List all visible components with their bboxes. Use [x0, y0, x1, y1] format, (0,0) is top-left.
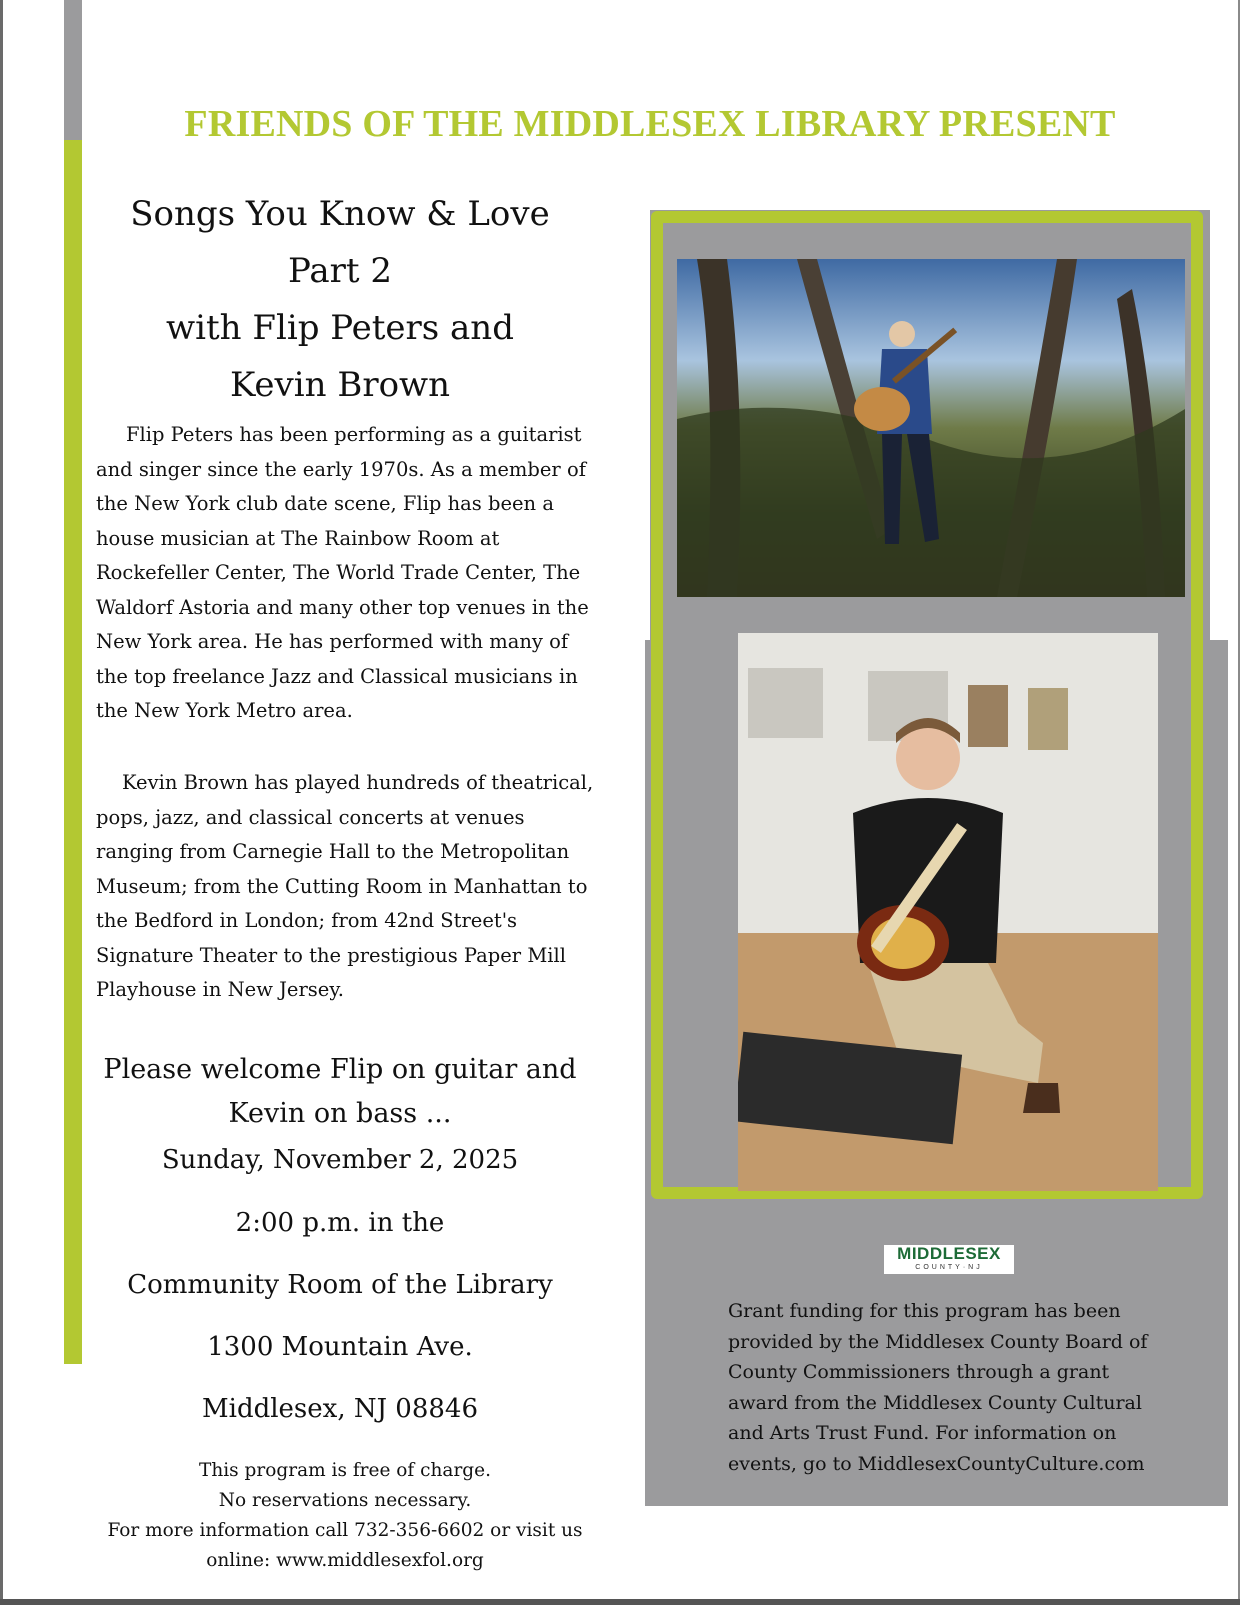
bio-kevin-text: Kevin Brown has played hundreds of theatrical, pops, jazz, and classical concerts at venues ranging from Carnegie Hall to the Metropolitan Museum; from the Cutting Room in Manhattan to the Bedford in London; from 42nd Street's Signature Theater to the prestigious Paper Mill Playhouse in New Jersey.	[96, 771, 594, 1001]
photo-kevin-brown-illustration	[738, 633, 1158, 1191]
event-time: 2:00 p.m. in the	[235, 1208, 445, 1238]
event-date: Sunday, November 2, 2025	[161, 1145, 519, 1175]
middlesex-county-logo	[884, 1245, 1014, 1274]
note-reservations: No reservations necessary.	[218, 1490, 472, 1511]
photo-flip-peters	[677, 259, 1185, 597]
bio-kevin-brown	[96, 766, 596, 1008]
note-info-line2: online: www.middlesexfol.org	[206, 1550, 484, 1571]
program-notes	[100, 1456, 590, 1576]
event-title-line: Part 2	[288, 251, 392, 291]
event-title-line: with Flip Peters and	[166, 308, 514, 348]
event-title	[120, 186, 560, 414]
logo-subtext: COUNTY·NJ	[915, 1264, 983, 1271]
decorative-bar-green	[64, 140, 82, 1364]
event-address: 1300 Mountain Ave.	[207, 1332, 473, 1362]
bio-flip-text: Flip Peters has been performing as a guitarist and singer since the early 1970s. As a member of the New York club date scene, Flip has been a house musician at The Rainbow Room at Rockefeller Center, The World Trade Center, The Waldorf Astoria and many other top venues in the New York area. He has performed with many of the top freelance Jazz and Classical musicians in the New York Metro area.	[96, 423, 589, 722]
welcome-text: Please welcome Flip on guitar and Kevin on bass ...	[103, 1054, 577, 1129]
event-title-line: Kevin Brown	[229, 365, 451, 405]
event-room: Community Room of the Library	[127, 1270, 553, 1300]
decorative-bar-gray	[64, 0, 82, 140]
bio-flip-peters	[96, 418, 596, 729]
logo-text: MIDDLESEX	[897, 1244, 1001, 1263]
event-city: Middlesex, NJ 08846	[202, 1394, 478, 1424]
page-border-bottom	[0, 1599, 1240, 1605]
page-border-left	[0, 0, 3, 1605]
photo-flip-peters-illustration	[677, 259, 1185, 597]
note-free: This program is free of charge.	[199, 1460, 491, 1481]
photo-kevin-brown	[738, 633, 1158, 1191]
flyer-headline: FRIENDS OF THE MIDDLESEX LIBRARY PRESENT	[184, 103, 1116, 145]
grant-funding-text: Grant funding for this program has been provided by the Middlesex County Board of County Commissioners through a grant award from the Middlesex County Cultural and Arts Trust Fund. For information on events, go to MiddlesexCountyCulture.com	[728, 1300, 1148, 1475]
event-title-line: Songs You Know & Love	[130, 194, 550, 234]
note-info-line1: For more information call 732-356-6602 or visit us	[107, 1520, 583, 1541]
